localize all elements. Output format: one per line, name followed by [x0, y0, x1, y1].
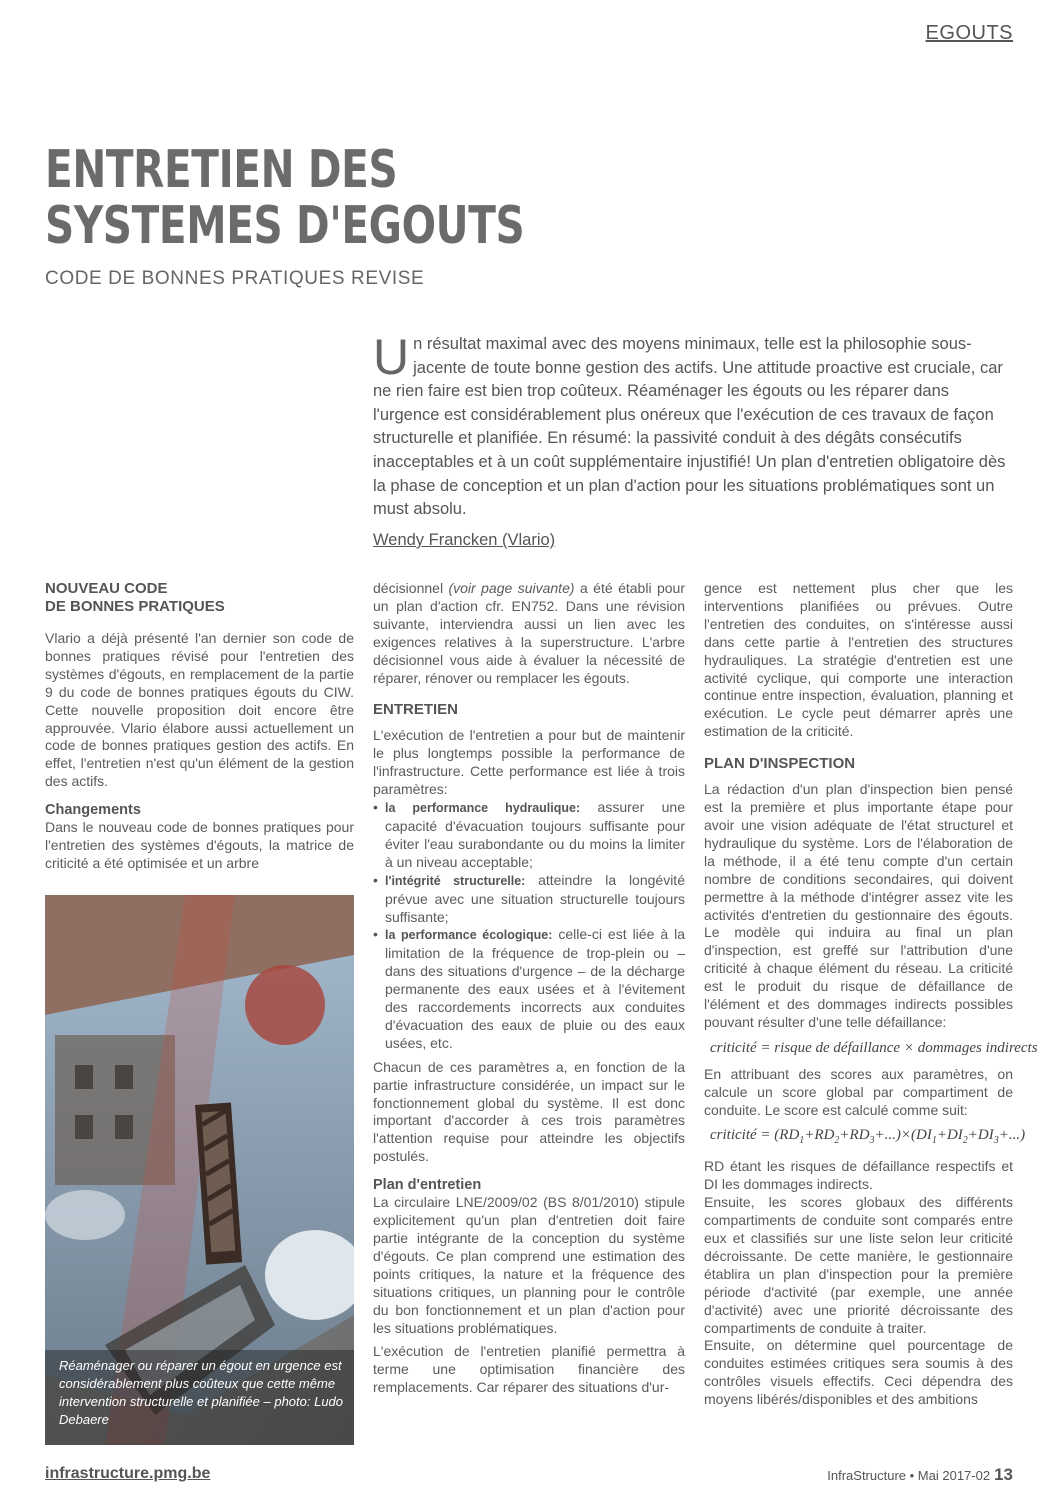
paragraph: [373, 580, 685, 687]
heading-changements: Changements: [45, 802, 141, 819]
paragraph: La circulaire LNE/2009/02 (BS 8/01/2010) stipule explicitement qu'un plan d'entretien doit faire partie intégrante de la conception du système d'égouts. Ce plan comprend une estimation des points critiques, la nature et la fréquence des situations critiques, un planning pour le contrôle du bon fonctionnement et un plan d'action pour les situations problématiques.: [373, 1194, 685, 1336]
paragraph: Vlario a déjà présenté l'an dernier son code de bonnes pratiques révisé pour l'entretien des systèmes d'égouts, en remplacement de la partie 9 du code de bonnes pratiques égouts du CIW. Cette nouvelle proposition doit encore être approuvée. Vlario élabore aussi actuellement un code de bonnes pratiques gestion des actifs. En effet, l'entretien n'est qu'un élément de la gestion des actifs.: [45, 630, 354, 790]
heading-entretien: ENTRETIEN: [373, 701, 459, 719]
page-title-line-2: SYSTEMES D'EGOUTS: [45, 196, 525, 256]
list-item-text: atteindre la longévité prévue avec une situation structurelle toujours suffisante;: [385, 871, 685, 925]
text-span: a été établi pour un plan d'action cfr. EN752. Dans une révision suivante, interviendra aussi un lien avec les exigences relatives à la superstructure. L'arbre décisionnel vous aide à évaluer la nécessité de réparer, rénover ou remplacer les égouts.: [373, 580, 686, 686]
page-reference: (voir page suivante): [448, 580, 575, 596]
paragraph: Ensuite, les scores globaux des différents compartiments de conduite sont comparés entre eux et classifiés sur une liste selon leur criticité décroissante. De cette manière, le gestionnaire établira un plan d'inspection pour la première période d'activité (par exemple, une année d'activité) avec une priorité décroissante des compartiments de conduite à traiter.: [704, 1194, 1013, 1336]
paragraph: L'exécution de l'entretien planifié permettra à terme une optimisation financière des remplacements. Car réparer des situations d'ur-: [373, 1343, 685, 1396]
heading-nouveau-code-line-1: NOUVEAU CODE: [45, 580, 168, 597]
column-2: [373, 580, 685, 1403]
page-subtitle: CODE DE BONNES PRATIQUES REVISE: [45, 268, 425, 289]
paragraph: L'exécution de l'entretien a pour but de maintenir le plus longtemps possible la performance de l'infrastructure. Cette performance est liée à trois paramètres:: [373, 727, 685, 798]
paragraph: La rédaction d'un plan d'inspection bien pensé est la première et plus importante étape pour avoir une vision adéquate de l'état structurel et hydraulique du système. Lors de l'élaboration de la méthode, il a été tenu compte d'un certain nombre de conditions secondaires, qui doivent permettre à la méthode d'intégrer assez vite les activités d'entretien du gestionnaire des égouts. Le modèle qui induira au final un plan d'inspection, est greffé sur l'attribution d'une criticité à chaque élément du réseau. La criticité est le produit du risque de défaillance de l'élément et des dommages indirects possibles pouvant résulter d'une telle défaillance:: [704, 781, 1013, 1030]
footer-publication: [827, 1465, 1013, 1485]
heading-plan-entretien: Plan d'entretien: [373, 1177, 482, 1194]
paragraph: Chacun de ces paramètres a, en fonction de la partie infrastructure considérée, un impact sur le fonctionnement global du système. Il est donc important d'accorder à ces trois paramètres l'attention requise pour atteindre les objectifs postulés.: [373, 1058, 685, 1165]
heading-nouveau-code-line-2: DE BONNES PRATIQUES: [45, 598, 225, 615]
page-number: 13: [994, 1465, 1013, 1484]
paragraph: RD étant les risques de défaillance respectifs et DI les dommages indirects.: [704, 1158, 1013, 1193]
paragraph: En attribuant des scores aux paramètres, on calcule un score global par compartiment de conduite. Le score est calculé comme suit:: [704, 1065, 1013, 1118]
paragraph: Ensuite, on détermine quel pourcentage de conduites estimées critiques sera soumis à des contrôles visuels effectifs. Ceci dépendra des moyens libérés/disponibles et des ambitions: [704, 1337, 1013, 1408]
footer-website-link[interactable]: infrastructure.pmg.be: [45, 1465, 211, 1482]
photo-caption: Réaménager ou réparer un égout en urgence est considérablement plus coûteux que cette même intervention structurelle et planifiée – photo: Ludo Debaere: [59, 1358, 344, 1427]
list-item-text: assurer une capacité d'évacuation toujours suffisante pour éviter l'eau surabondante ou du moins la limiter à un niveau acceptable;: [385, 799, 685, 870]
formula-score: criticité = $(RD_1+RD_2+RD_3+...)\times(DI_1+DI_2+DI_3+...)$: [710, 1127, 1026, 1147]
intro-text: n résultat maximal avec des moyens minimaux, telle est la philosophie sous-jacente de toute bonne gestion des actifs. Une attitude proactive est cruciale, car ne rien faire est bien trop coûteux. Réaménager les égouts ou les réparer dans l'urgence est considérablement plus onéreux que l'exécution de ces travaux de façon structurelle et planifiée. En résumé: la passivité conduit à des dégâts consécutifs inacceptables et à un coût supplémentaire injustifié! Un plan d'entretien obligatoire dès la phase de conception et un plan d'action pour les situations problématiques sont un must absolu.: [373, 335, 1006, 519]
heading-plan-inspection: PLAN D'INSPECTION: [704, 755, 856, 773]
formula-criticite: criticité = risque de défaillance × dommages indirects: [710, 1039, 1038, 1056]
parameter-list: [373, 799, 685, 1053]
formula-lhs: criticité =: [710, 1127, 771, 1144]
intro-paragraph: [373, 329, 1013, 522]
section-tag: EGOUTS: [925, 22, 1013, 44]
sewer-photo: [45, 895, 354, 1445]
list-item: [373, 799, 685, 872]
footer-publication-text: InfraStructure • Mai 2017-02: [827, 1468, 991, 1483]
text-span: décisionnel: [373, 580, 449, 596]
list-item-label: la performance écologique:: [385, 928, 553, 943]
page-title-line-1: ENTRETIEN DES: [45, 140, 398, 200]
list-item: [373, 926, 685, 1052]
list-item-label: la performance hydraulique:: [385, 801, 581, 816]
heading-nouveau-code: [45, 580, 354, 616]
author-link[interactable]: Wendy Francken (Vlario): [373, 531, 556, 549]
intro-dropcap: U: [373, 329, 410, 385]
paragraph: Dans le nouveau code de bonnes pratiques pour l'entretien des systèmes d'égouts, la matrice de criticité a été optimisée et un arbre: [45, 819, 354, 871]
paragraph: gence est nettement plus cher que les interventions planifiées ou prévues. Outre l'entretien des conduites, on s'intéresse aussi dans cette partie à l'entretien des structures hydrauliques. La stratégie d'entretien est une activité cyclique, qui comporte une interaction continue entre inspection, évaluation, planning et exécution. Le cycle peut démarrer après une estimation de la criticité.: [704, 580, 1013, 740]
page-title: [45, 142, 524, 254]
list-item: [373, 872, 685, 927]
list-item-label: l'intégrité structurelle:: [385, 873, 526, 888]
list-item-text: celle-ci est liée à la limitation de la fréquence de trop-plein ou – dans des situations d'urgence – de la décharge permanente des eaux usées et à l'évitement des raccordements incorrects aux conduites d'évacuation des eaux de pluie ou des eaux usées, etc.: [385, 926, 685, 1051]
column-3: [704, 580, 1038, 1415]
column-1: [45, 580, 354, 879]
